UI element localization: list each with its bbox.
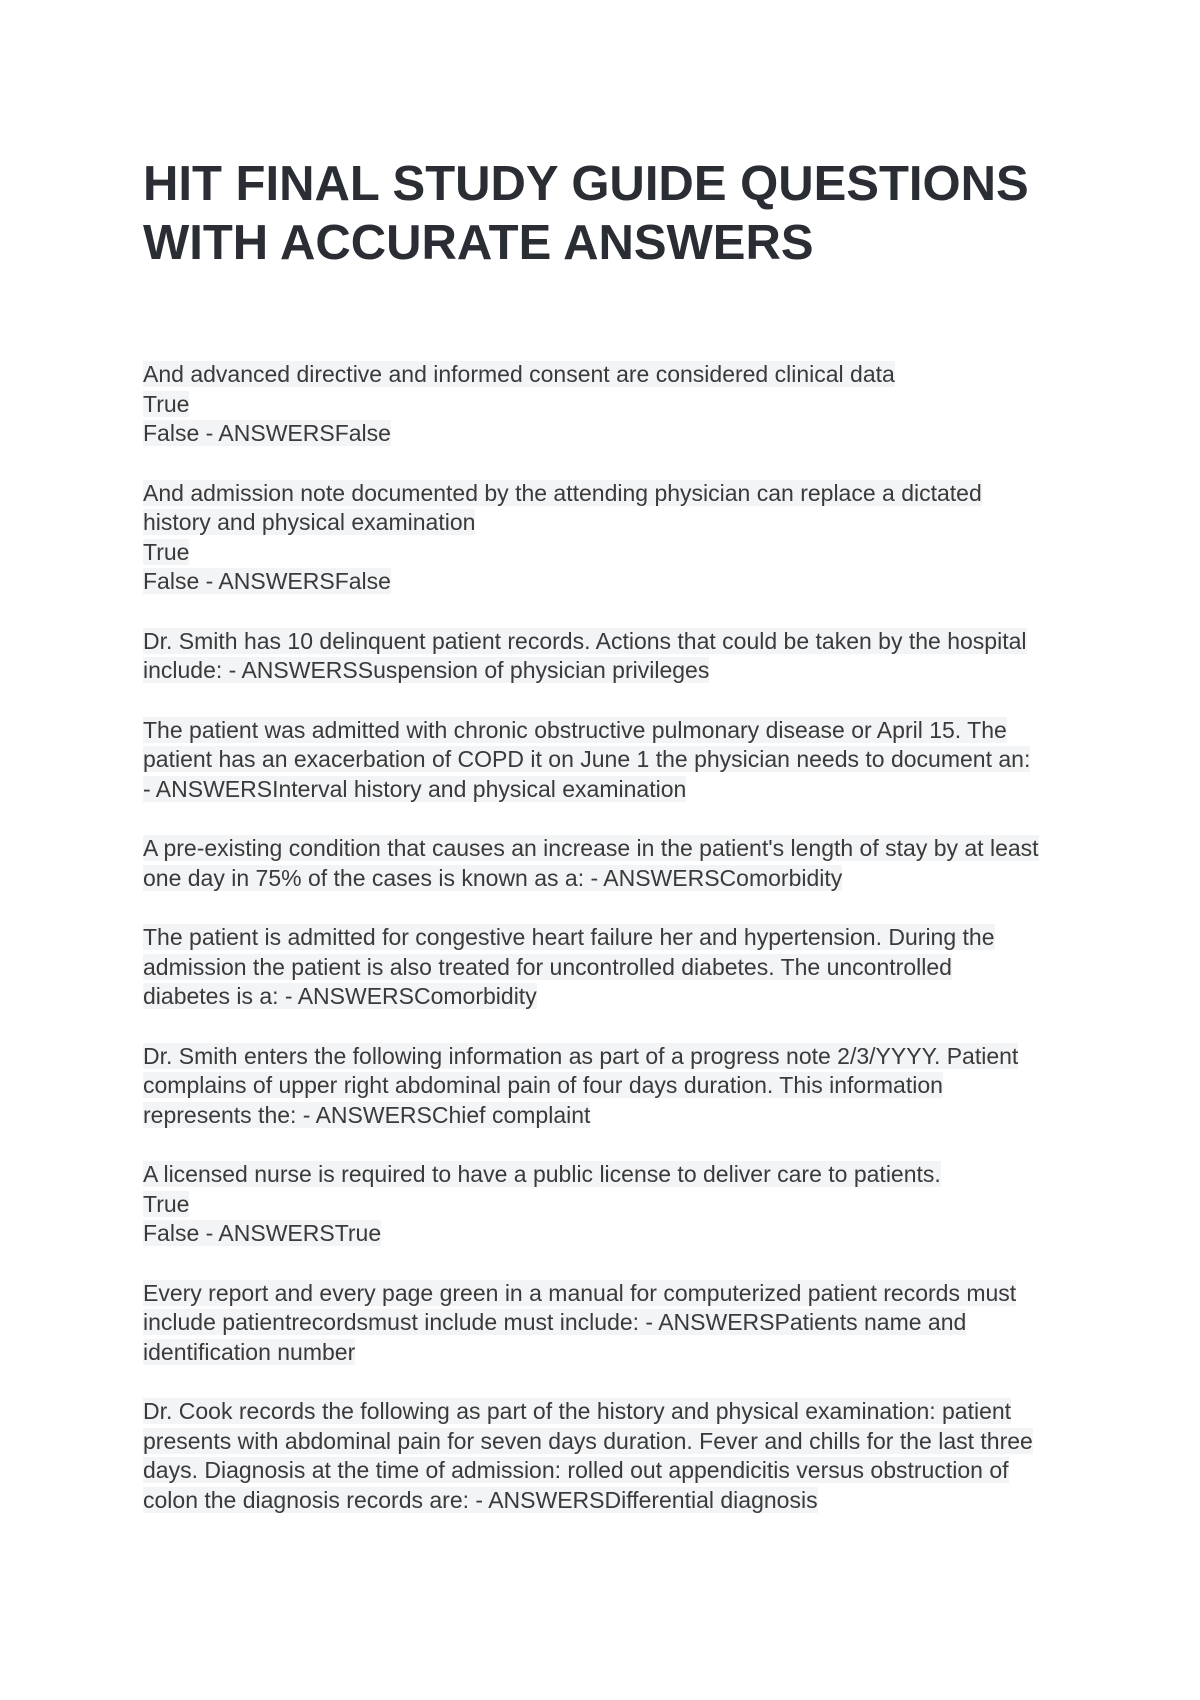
qa-line bbox=[143, 479, 1080, 509]
qa-line bbox=[143, 834, 1080, 864]
qa-line bbox=[143, 1427, 1080, 1457]
qa-line-text: colon the diagnosis records are: - ANSWERSDifferential diagnosis bbox=[143, 1486, 818, 1513]
qa-line bbox=[143, 1456, 1080, 1486]
qa-line-text: True bbox=[143, 390, 190, 417]
qa-line bbox=[143, 953, 1080, 983]
qa-line-text: diabetes is a: - ANSWERSComorbidity bbox=[143, 983, 537, 1009]
qa-line bbox=[143, 508, 1080, 538]
qa-line-text: Every report and every page green in a manual for computerized patient records must bbox=[143, 1279, 1017, 1306]
qa-line-text: include patientrecordsmust include must include: - ANSWERSPatients name and bbox=[143, 1309, 967, 1335]
qa-line bbox=[143, 1042, 1080, 1072]
qa-line bbox=[143, 982, 1080, 1012]
qa-line-text: complains of upper right abdominal pain of four days duration. This information bbox=[143, 1072, 943, 1098]
qa-item bbox=[143, 716, 1080, 805]
qa-line-text: days. Diagnosis at the time of admission: rolled out appendicitis versus obstruction of bbox=[143, 1457, 1009, 1483]
qa-line bbox=[143, 1190, 1080, 1220]
qa-line bbox=[143, 1397, 1080, 1427]
qa-item bbox=[143, 479, 1080, 597]
qa-line-text: patient has an exacerbation of COPD it on June 1 the physician needs to document an: bbox=[143, 746, 1031, 772]
qa-line-text: True bbox=[143, 538, 190, 565]
document-title bbox=[143, 155, 1080, 273]
qa-line-text: Dr. Cook records the following as part of the history and physical examination: patient bbox=[143, 1398, 1012, 1424]
qa-line bbox=[143, 775, 1080, 805]
qa-line-text: True bbox=[143, 1190, 190, 1217]
qa-line-text: represents the: - ANSWERSChief complaint bbox=[143, 1101, 591, 1128]
qa-line bbox=[143, 1071, 1080, 1101]
qa-line-text: A licensed nurse is required to have a public license to deliver care to patients. bbox=[143, 1161, 941, 1187]
qa-line-text: Dr. Smith enters the following information as part of a progress note 2/3/YYYY. Patient bbox=[143, 1042, 1019, 1069]
qa-line-text: presents with abdominal pain for seven days duration. Fever and chills for the last three bbox=[143, 1427, 1033, 1454]
qa-item bbox=[143, 1279, 1080, 1368]
qa-line-text: And admission note documented by the attending physician can replace a dictated bbox=[143, 479, 982, 506]
qa-line bbox=[143, 656, 1080, 686]
qa-line bbox=[143, 1308, 1080, 1338]
qa-line-text: history and physical examination bbox=[143, 509, 476, 535]
qa-line bbox=[143, 419, 1080, 449]
qa-line-text: False - ANSWERSFalse bbox=[143, 420, 391, 446]
qa-line-text: one day in 75% of the cases is known as a: - ANSWERSComorbidity bbox=[143, 864, 843, 891]
qa-item bbox=[143, 834, 1080, 893]
qa-line bbox=[143, 923, 1080, 953]
qa-line-text: The patient was admitted with chronic obstructive pulmonary disease or April 15. The bbox=[143, 716, 1007, 743]
title-line-2: WITH ACCURATE ANSWERS bbox=[143, 216, 814, 270]
qa-item bbox=[143, 1397, 1080, 1515]
qa-line bbox=[143, 390, 1080, 420]
qa-line bbox=[143, 1160, 1080, 1190]
qa-line bbox=[143, 538, 1080, 568]
question-list bbox=[143, 360, 1080, 1515]
qa-line-text: Dr. Smith has 10 delinquent patient records. Actions that could be taken by the hospital bbox=[143, 627, 1027, 654]
qa-line bbox=[143, 1219, 1080, 1249]
qa-line bbox=[143, 1338, 1080, 1368]
qa-line bbox=[143, 864, 1080, 894]
qa-line-text: identification number bbox=[143, 1338, 356, 1365]
qa-line bbox=[143, 1486, 1080, 1516]
qa-line bbox=[143, 360, 1080, 390]
qa-item bbox=[143, 1160, 1080, 1249]
qa-line-text: The patient is admitted for congestive heart failure her and hypertension. During the bbox=[143, 924, 995, 950]
qa-line-text: False - ANSWERSFalse bbox=[143, 568, 391, 594]
qa-line bbox=[143, 1279, 1080, 1309]
qa-item bbox=[143, 1042, 1080, 1131]
qa-line bbox=[143, 627, 1080, 657]
qa-line bbox=[143, 567, 1080, 597]
qa-line-text: A pre-existing condition that causes an increase in the patient's length of stay by at least bbox=[143, 835, 1039, 861]
qa-item bbox=[143, 627, 1080, 686]
qa-item bbox=[143, 360, 1080, 449]
qa-line-text: False - ANSWERSTrue bbox=[143, 1220, 382, 1246]
qa-item bbox=[143, 923, 1080, 1012]
qa-line-text: - ANSWERSInterval history and physical examination bbox=[143, 775, 687, 802]
qa-line-text: admission the patient is also treated for uncontrolled diabetes. The uncontrolled bbox=[143, 953, 952, 980]
qa-line-text: include: - ANSWERSSuspension of physician privileges bbox=[143, 657, 710, 683]
qa-line bbox=[143, 716, 1080, 746]
qa-line bbox=[143, 1101, 1080, 1131]
qa-line-text: And advanced directive and informed consent are considered clinical data bbox=[143, 361, 895, 387]
title-line-1: HIT FINAL STUDY GUIDE QUESTIONS bbox=[143, 157, 1029, 211]
qa-line bbox=[143, 745, 1080, 775]
